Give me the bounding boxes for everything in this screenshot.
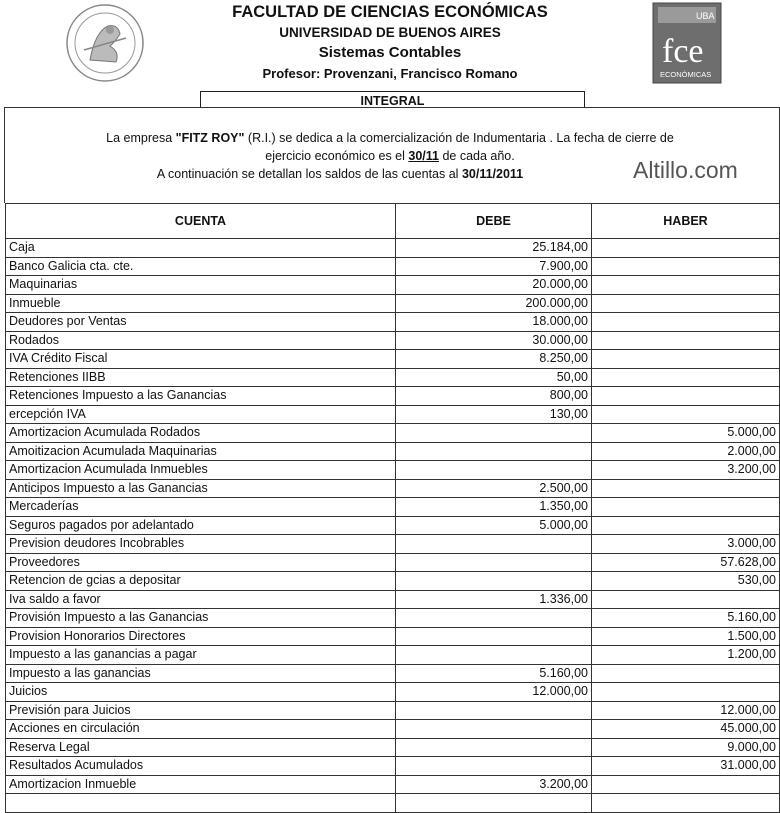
debit-cell [396, 627, 592, 646]
account-name-cell: Mercaderías [6, 498, 396, 517]
credit-cell [592, 516, 780, 535]
account-name-cell: Reserva Legal [6, 738, 396, 757]
debit-cell: 5.000,00 [396, 516, 592, 535]
table-row [6, 498, 780, 517]
debit-cell: 5.160,00 [396, 664, 592, 683]
column-header-haber: HABER [592, 204, 780, 239]
debit-cell [396, 535, 592, 554]
credit-cell [592, 294, 780, 313]
credit-cell [592, 387, 780, 406]
credit-cell: 31.000,00 [592, 757, 780, 776]
debit-cell [396, 794, 592, 813]
debit-cell [396, 424, 592, 443]
table-row [6, 553, 780, 572]
table-row [6, 405, 780, 424]
debit-cell: 1.350,00 [396, 498, 592, 517]
table-row [6, 257, 780, 276]
accounts-table [5, 203, 780, 813]
table-row [6, 683, 780, 702]
credit-cell: 5.160,00 [592, 609, 780, 628]
table-row [6, 516, 780, 535]
account-name-cell: Provisión Impuesto a las Ganancias [6, 609, 396, 628]
table-row [6, 350, 780, 369]
intro-text: ejercicio económico es el [265, 149, 409, 163]
debit-cell: 800,00 [396, 387, 592, 406]
table-row [6, 461, 780, 480]
account-name-cell: Iva saldo a favor [6, 590, 396, 609]
debit-cell: 7.900,00 [396, 257, 592, 276]
debit-cell: 25.184,00 [396, 239, 592, 258]
credit-cell: 5.000,00 [592, 424, 780, 443]
debit-cell [396, 738, 592, 757]
column-header-cuenta: CUENTA [6, 204, 396, 239]
debit-cell: 50,00 [396, 368, 592, 387]
credit-cell: 1.200,00 [592, 646, 780, 665]
company-name: "FITZ ROY" [175, 131, 245, 145]
account-name-cell: Juicios [6, 683, 396, 702]
table-row [6, 442, 780, 461]
credit-cell [592, 331, 780, 350]
account-name-cell: Amortizacion Acumulada Rodados [6, 424, 396, 443]
account-name-cell: Impuesto a las ganancias [6, 664, 396, 683]
balance-date: 30/11/2011 [461, 167, 524, 181]
table-row [6, 720, 780, 739]
account-name-cell: Banco Galicia cta. cte. [6, 257, 396, 276]
debit-cell: 1.336,00 [396, 590, 592, 609]
fce-logo-bottom: ECONÓMICAS [660, 70, 712, 79]
table-row [6, 276, 780, 295]
account-name-cell: Rodados [6, 331, 396, 350]
closing-date: 30/11 [408, 149, 439, 163]
account-name-cell: Retenciones Impuesto a las Ganancias [6, 387, 396, 406]
table-row [6, 331, 780, 350]
account-name-cell: ercepción IVA [6, 405, 396, 424]
subject-name: Sistemas Contables [318, 44, 462, 61]
credit-cell: 1.500,00 [592, 627, 780, 646]
table-row [6, 424, 780, 443]
table-row [6, 368, 780, 387]
credit-cell: 9.000,00 [592, 738, 780, 757]
credit-cell: 530,00 [592, 572, 780, 591]
account-name-cell: Amortizacion Acumulada Inmuebles [6, 461, 396, 480]
intro-text: de cada año. [438, 149, 515, 163]
account-name-cell: Seguros pagados por adelantado [6, 516, 396, 535]
watermark-text: Altillo.com [633, 157, 738, 183]
debit-cell: 8.250,00 [396, 350, 592, 369]
account-name-cell: Impuesto a las ganancias a pagar [6, 646, 396, 665]
debit-cell: 130,00 [396, 405, 592, 424]
university-name: UNIVERSIDAD DE BUENOS AIRES [279, 25, 501, 40]
account-name-cell: Provision Honorarios Directores [6, 627, 396, 646]
intro-line-3 [0, 167, 730, 181]
debit-cell [396, 757, 592, 776]
account-name-cell: Caja [6, 239, 396, 258]
intro-text: (R.I.) se dedica a la comercialización de Indumentaria . La fecha de cierre de [244, 131, 674, 145]
faculty-title: FACULTAD DE CIENCIAS ECONÓMICAS [232, 3, 548, 21]
credit-cell: 3.000,00 [592, 535, 780, 554]
table-row [6, 738, 780, 757]
credit-cell: 57.628,00 [592, 553, 780, 572]
account-name-cell: Maquinarias [6, 276, 396, 295]
account-name-cell [6, 794, 396, 813]
column-header-debe: DEBE [396, 204, 592, 239]
table-row [6, 239, 780, 258]
debit-cell [396, 553, 592, 572]
credit-cell [592, 405, 780, 424]
exam-type-label: INTEGRAL [200, 91, 585, 108]
account-name-cell: Retenciones IIBB [6, 368, 396, 387]
table-row [6, 479, 780, 498]
account-name-cell: Prevision deudores Incobrables [6, 535, 396, 554]
credit-cell [592, 498, 780, 517]
credit-cell: 12.000,00 [592, 701, 780, 720]
table-row [6, 313, 780, 332]
table-row [6, 535, 780, 554]
account-name-cell: Previsión para Juicios [6, 701, 396, 720]
fce-logo [652, 2, 722, 84]
debit-cell: 3.200,00 [396, 775, 592, 794]
debit-cell: 200.000,00 [396, 294, 592, 313]
credit-cell [592, 239, 780, 258]
debit-cell [396, 461, 592, 480]
credit-cell [592, 664, 780, 683]
credit-cell: 2.000,00 [592, 442, 780, 461]
table-row [6, 664, 780, 683]
credit-cell: 45.000,00 [592, 720, 780, 739]
fce-logo-main: fce [662, 33, 704, 70]
credit-cell [592, 368, 780, 387]
account-name-cell: Deudores por Ventas [6, 313, 396, 332]
debit-cell [396, 442, 592, 461]
debit-cell [396, 646, 592, 665]
debit-cell [396, 572, 592, 591]
credit-cell [592, 479, 780, 498]
account-name-cell: Proveedores [6, 553, 396, 572]
table-row [6, 775, 780, 794]
debit-cell: 18.000,00 [396, 313, 592, 332]
credit-cell [592, 794, 780, 813]
professor-name: Profesor: Provenzani, Francisco Romano [262, 66, 518, 81]
table-header-row [6, 204, 780, 239]
table-row [6, 572, 780, 591]
debit-cell: 20.000,00 [396, 276, 592, 295]
table-row [6, 701, 780, 720]
credit-cell: 3.200,00 [592, 461, 780, 480]
intro-text: La empresa [106, 131, 176, 145]
credit-cell [592, 350, 780, 369]
table-row [6, 794, 780, 813]
fce-logo-uba: UBA [696, 11, 715, 21]
table-row [6, 387, 780, 406]
table-row [6, 609, 780, 628]
intro-text: A continuación se detallan los saldos de las cuentas al [156, 167, 462, 181]
account-name-cell: Inmueble [6, 294, 396, 313]
credit-cell [592, 276, 780, 295]
fce-logo-icon [652, 2, 722, 84]
debit-cell: 2.500,00 [396, 479, 592, 498]
table-row [6, 757, 780, 776]
table-row [6, 646, 780, 665]
account-name-cell: Retencion de gcias a depositar [6, 572, 396, 591]
account-name-cell: Anticipos Impuesto a las Ganancias [6, 479, 396, 498]
table-row [6, 294, 780, 313]
credit-cell [592, 257, 780, 276]
table-row [6, 590, 780, 609]
debit-cell [396, 701, 592, 720]
credit-cell [592, 590, 780, 609]
account-name-cell: IVA Crédito Fiscal [6, 350, 396, 369]
table-row [6, 627, 780, 646]
debit-cell: 12.000,00 [396, 683, 592, 702]
account-name-cell: Acciones en circulación [6, 720, 396, 739]
account-name-cell: Amoitizacion Acumulada Maquinarias [6, 442, 396, 461]
account-name-cell: Amortizacion Inmueble [6, 775, 396, 794]
intro-line-1 [0, 131, 780, 145]
credit-cell [592, 683, 780, 702]
table-body [6, 239, 780, 813]
debit-cell [396, 609, 592, 628]
credit-cell [592, 313, 780, 332]
debit-cell [396, 720, 592, 739]
account-name-cell: Resultados Acumulados [6, 757, 396, 776]
credit-cell [592, 775, 780, 794]
debit-cell: 30.000,00 [396, 331, 592, 350]
